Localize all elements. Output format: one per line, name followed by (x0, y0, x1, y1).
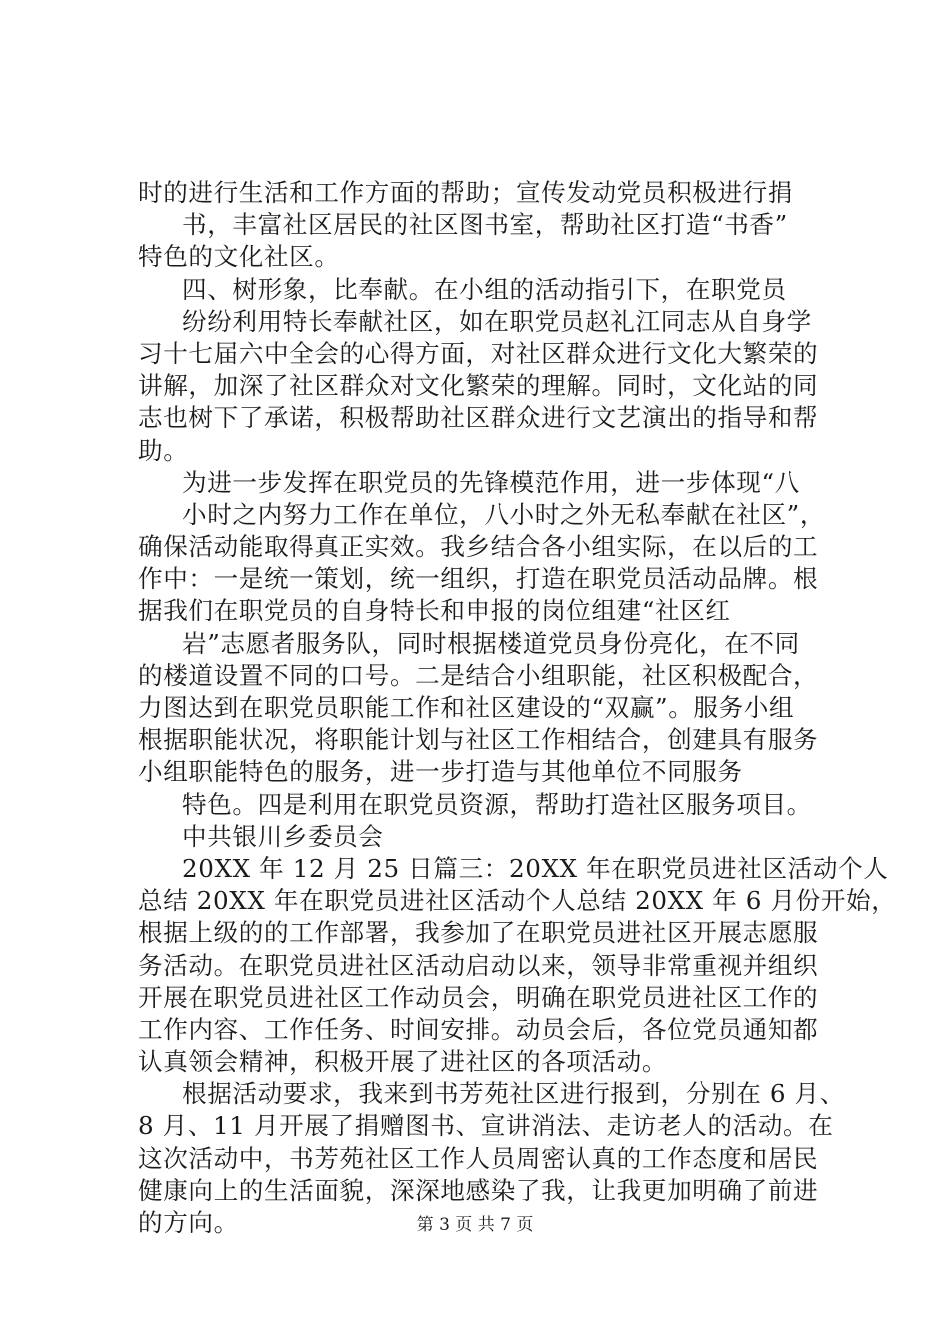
text-line: 志也树下了承诺，积极帮助社区群众进行文艺演出的指导和帮 (138, 403, 819, 433)
text-line: 确保活动能取得真正实效。我乡结合各小组实际，在以后的工 (138, 532, 819, 562)
text-line: 根据上级的的工作部署，我参加了在职党员进社区开展志愿服 (138, 918, 819, 948)
text-line: 小组职能特色的服务，进一步打造与其他单位不同服务 (138, 757, 743, 787)
text-line: 总结 20XX 年在职党员进社区活动个人总结 20XX 年 6 月份开始， (138, 886, 897, 916)
text-line: 讲解，加深了社区群众对文化繁荣的理解。同时，文化站的同 (138, 371, 819, 401)
text-line: 健康向上的生活面貌，深深地感染了我，让我更加明确了前进 (138, 1175, 819, 1205)
text-line: 作中：一是统一策划，统一组织，打造在职党员活动品牌。根 (138, 564, 819, 594)
text-line: 这次活动中，书芳苑社区工作人员周密认真的工作态度和居民 (138, 1143, 819, 1173)
text-line: 时的进行生活和工作方面的帮助；宣传发动党员积极进行捐 (138, 178, 794, 207)
text-line: 力图达到在职党员职能工作和社区建设的“双赢”。服务小组 (138, 693, 795, 722)
text-line: 根据职能状况，将职能计划与社区工作相结合，创建具有服务 (138, 725, 819, 755)
text-line: 小时之内努力工作在单位，八小时之外无私奉献在社区”， (182, 499, 826, 529)
text-line: 为进一步发挥在职党员的先锋模范作用，进一步体现“八 (182, 467, 800, 497)
text-line: 的方向。 (138, 1208, 239, 1237)
text-line: 特色。四是利用在职党员资源，帮助打造社区服务项目。 (182, 789, 812, 819)
text-line: 的楼道设置不同的口号。二是结合小组职能，社区积极配合， (138, 660, 819, 690)
text-line: 据我们在职党员的自身特长和申报的岗位组建“社区红 (138, 596, 731, 626)
text-line: 岩”志愿者服务队，同时根据楼道党员身份亮化，在不同 (182, 628, 800, 658)
text-line: 开展在职党员进社区工作动员会，明确在职党员进社区工作的 (138, 982, 819, 1012)
text-line: 特色的文化社区。 (138, 242, 340, 272)
text-line: 助。 (138, 435, 189, 465)
text-line: 工作内容、工作任务、时间安排。动员会后，各位党员通知都 (138, 1014, 819, 1044)
document-body (138, 177, 897, 1239)
text-line: 纷纷利用特长奉献社区，如在职党员赵礼江同志从自身学 (182, 306, 812, 336)
text-line: 务活动。在职党员进社区活动启动以来，领导非常重视并组织 (138, 950, 819, 980)
text-line: 认真领会精神，积极开展了进社区的各项活动。 (138, 1047, 668, 1077)
text-line: 四、树形象，比奉献。在小组的活动指引下，在职党员 (182, 274, 787, 304)
text-line: 20XX 年 12 月 25 日篇三：20XX 年在职党员进社区活动个人 (182, 853, 889, 883)
text-line: 8 月、11 月开展了捐赠图书、宣讲消法、走访老人的活动。在 (138, 1111, 834, 1141)
text-line: 根据活动要求，我来到书芳苑社区进行报到，分别在 6 月、 (182, 1079, 845, 1109)
text-line: 中共银川乡委员会 (182, 821, 384, 851)
text-line: 习十七届六中全会的心得方面，对社区群众进行文化大繁荣的 (138, 338, 819, 368)
page-footer: 第 3 页 共 7 页 (416, 1215, 534, 1235)
text-line: 书，丰富社区居民的社区图书室，帮助社区打造“书香” (182, 210, 788, 240)
